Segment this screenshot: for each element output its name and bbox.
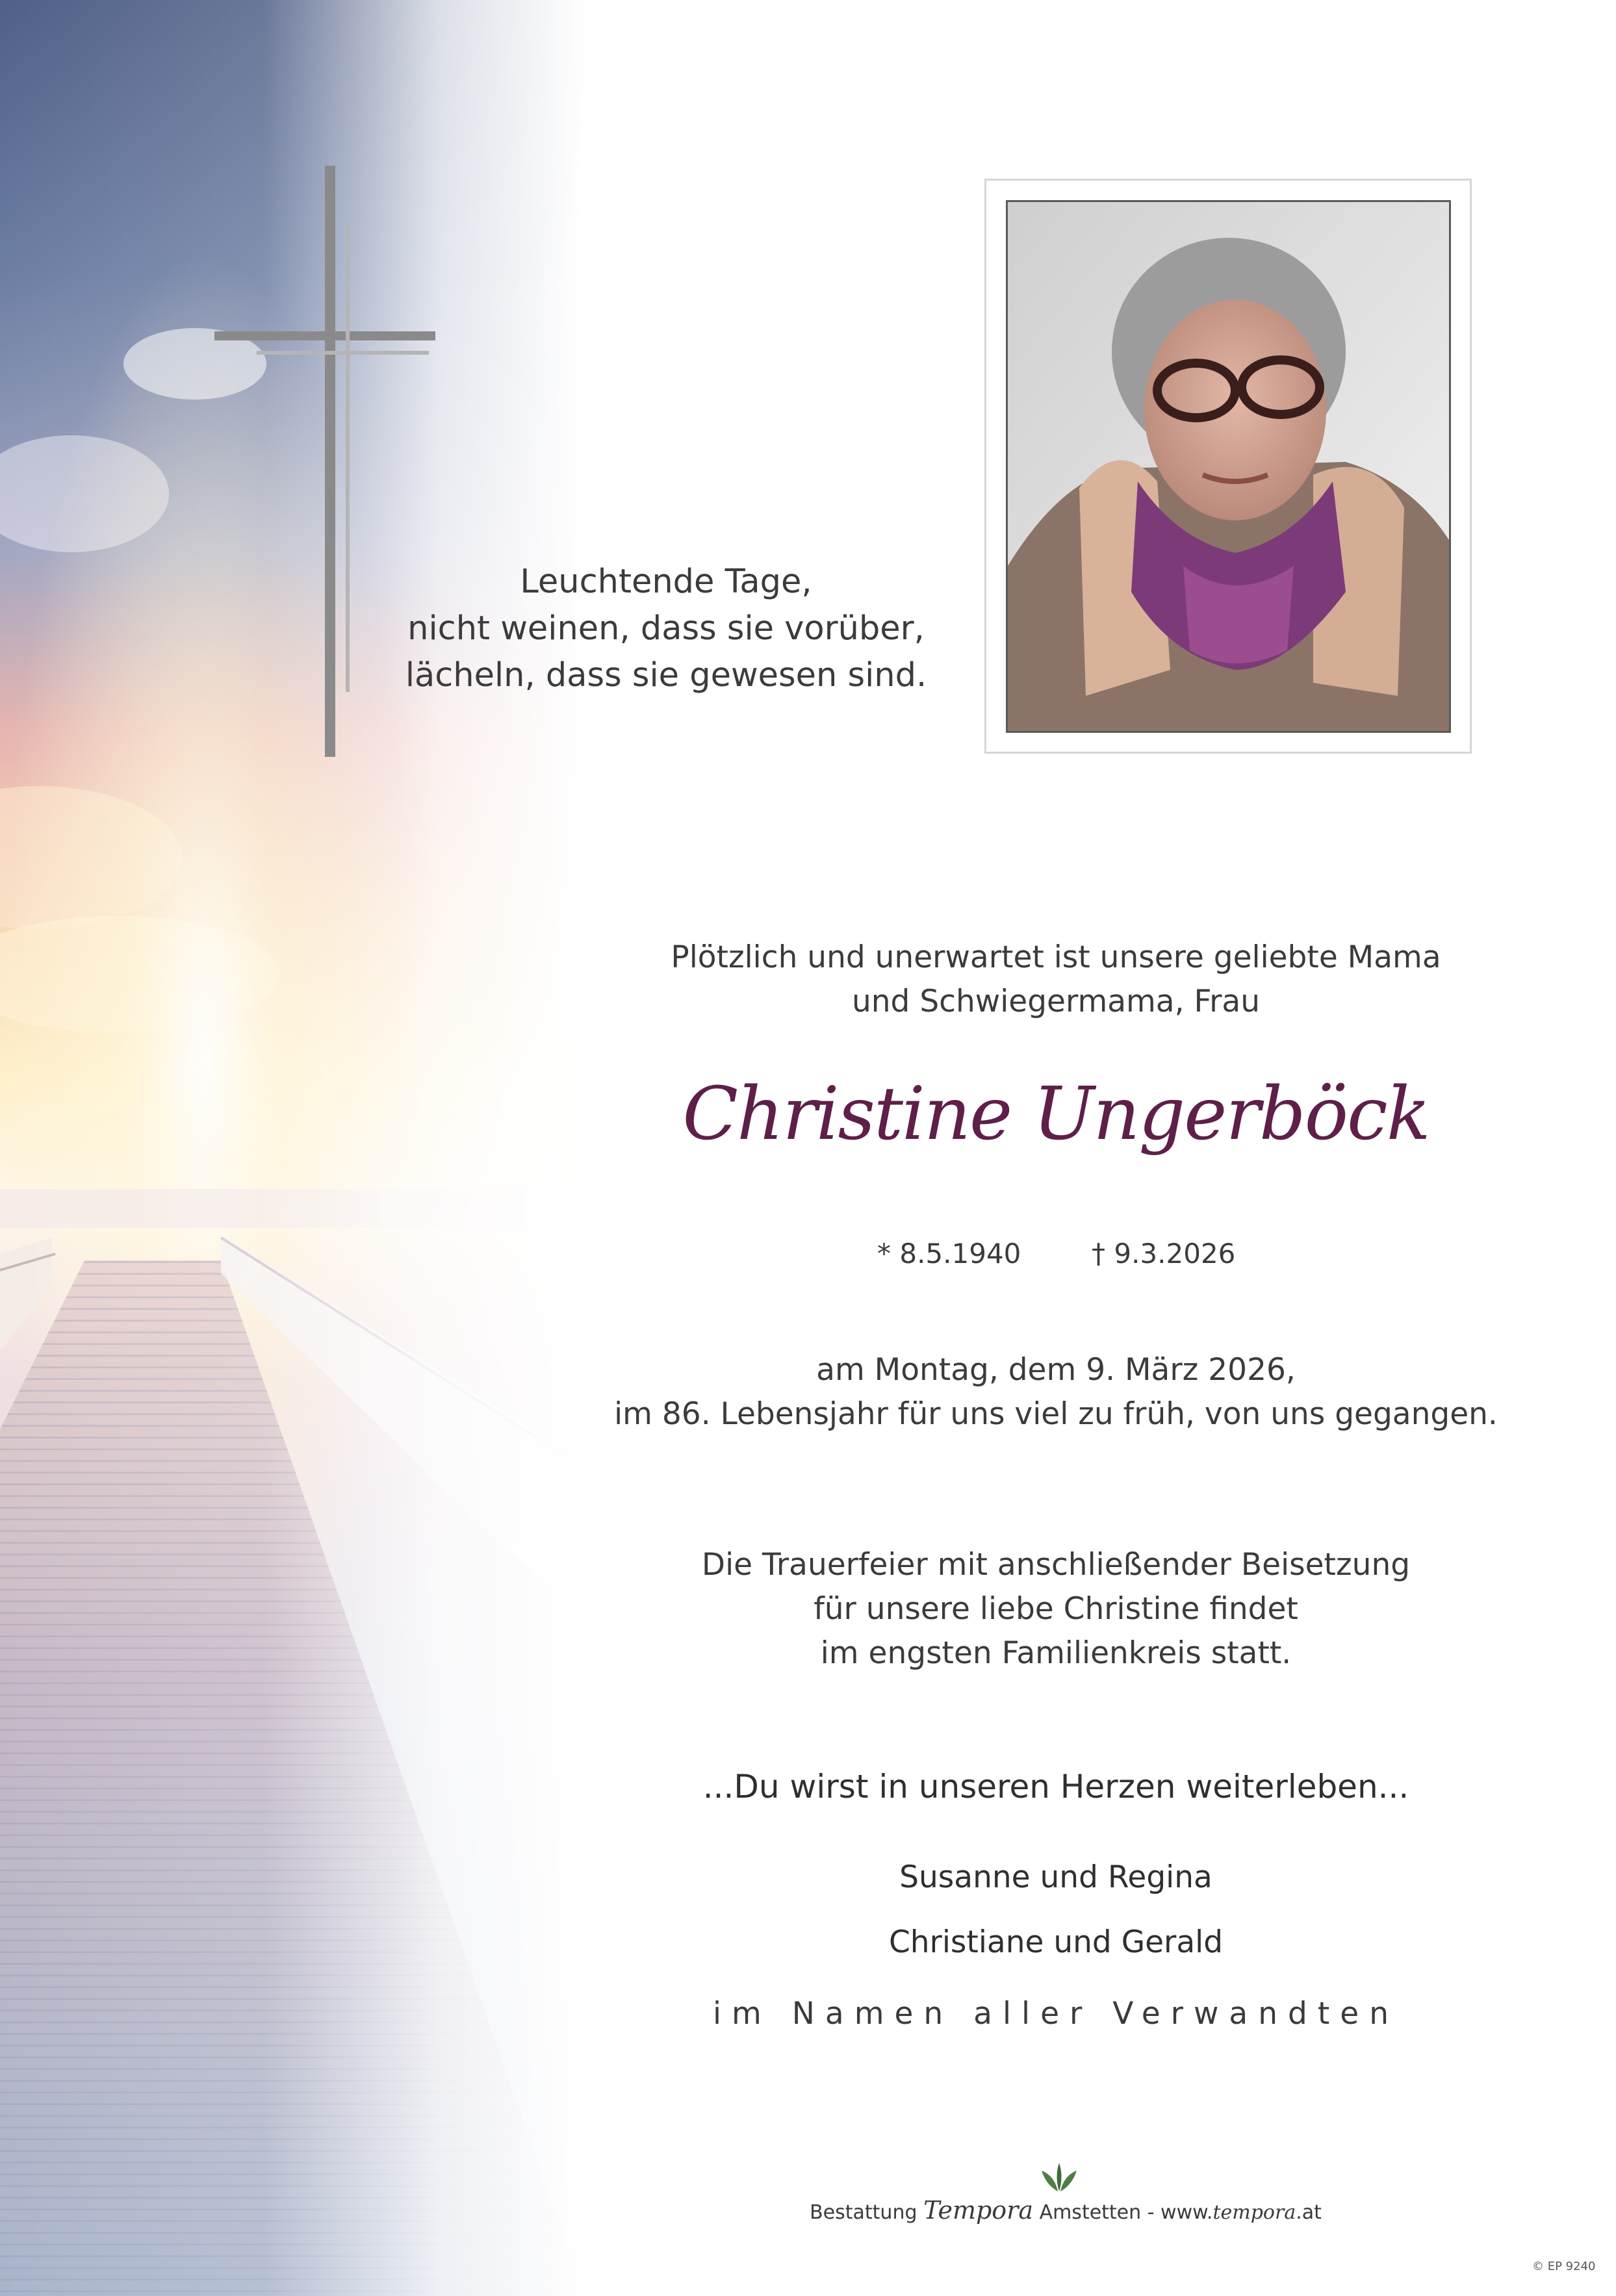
footer-suffix: Amstetten - www.	[1039, 2201, 1213, 2224]
death-notice-line: im 86. Lebensjahr für uns viel zu früh, von uns gegangen.	[614, 1396, 1498, 1432]
announcement-line: und Schwiegermama, Frau	[851, 984, 1261, 1019]
motto-text: ...Du wirst in unseren Herzen weiterleben...	[702, 1768, 1409, 1805]
portrait-image	[1008, 202, 1449, 731]
motto	[611, 1764, 1501, 1809]
ceremony-line: Die Trauerfeier mit anschließender Beisetzung	[701, 1547, 1411, 1583]
poem-line: Leuchtende Tage,	[520, 563, 812, 601]
mourner-name: Christiane und Gerald	[888, 1924, 1224, 1960]
poem	[364, 559, 968, 699]
family-line	[611, 1991, 1501, 2037]
family-text: im Namen aller Verwandten	[712, 1996, 1399, 2032]
mourners	[611, 1845, 1501, 1975]
announcement	[611, 936, 1501, 1024]
ep-code: © EP 9240	[1532, 2260, 1596, 2273]
announcement-line: Plötzlich und unerwartet ist unsere geliebte Mama	[671, 939, 1441, 975]
mourner-name: Susanne und Regina	[899, 1859, 1212, 1895]
footer-brand: Tempora	[923, 2196, 1034, 2225]
lotus-logo-icon	[1036, 2160, 1082, 2193]
poem-line: nicht weinen, dass sie vorüber,	[407, 609, 925, 648]
portrait-frame	[984, 179, 1472, 754]
footer-prefix: Bestattung	[810, 2201, 917, 2224]
portrait-photo	[1006, 200, 1451, 733]
deceased-name: Christine Ungerböck	[682, 1072, 1430, 1156]
birth-date: * 8.5.1940	[877, 1238, 1021, 1269]
death-notice-line: am Montag, dem 9. März 2026,	[816, 1352, 1296, 1388]
ceremony-notice	[611, 1543, 1501, 1676]
ceremony-line: für unsere liebe Christine findet	[814, 1591, 1298, 1627]
death-notice	[611, 1348, 1501, 1436]
poem-line: lächeln, dass sie gewesen sind.	[405, 656, 927, 695]
footer-site-tld: .at	[1296, 2201, 1322, 2224]
footer-credit	[676, 2196, 1456, 2225]
death-date: † 9.3.2026	[1092, 1238, 1236, 1269]
footer-site-brand: tempora	[1212, 2201, 1296, 2224]
ceremony-line: im engsten Familienkreis statt.	[820, 1635, 1292, 1671]
